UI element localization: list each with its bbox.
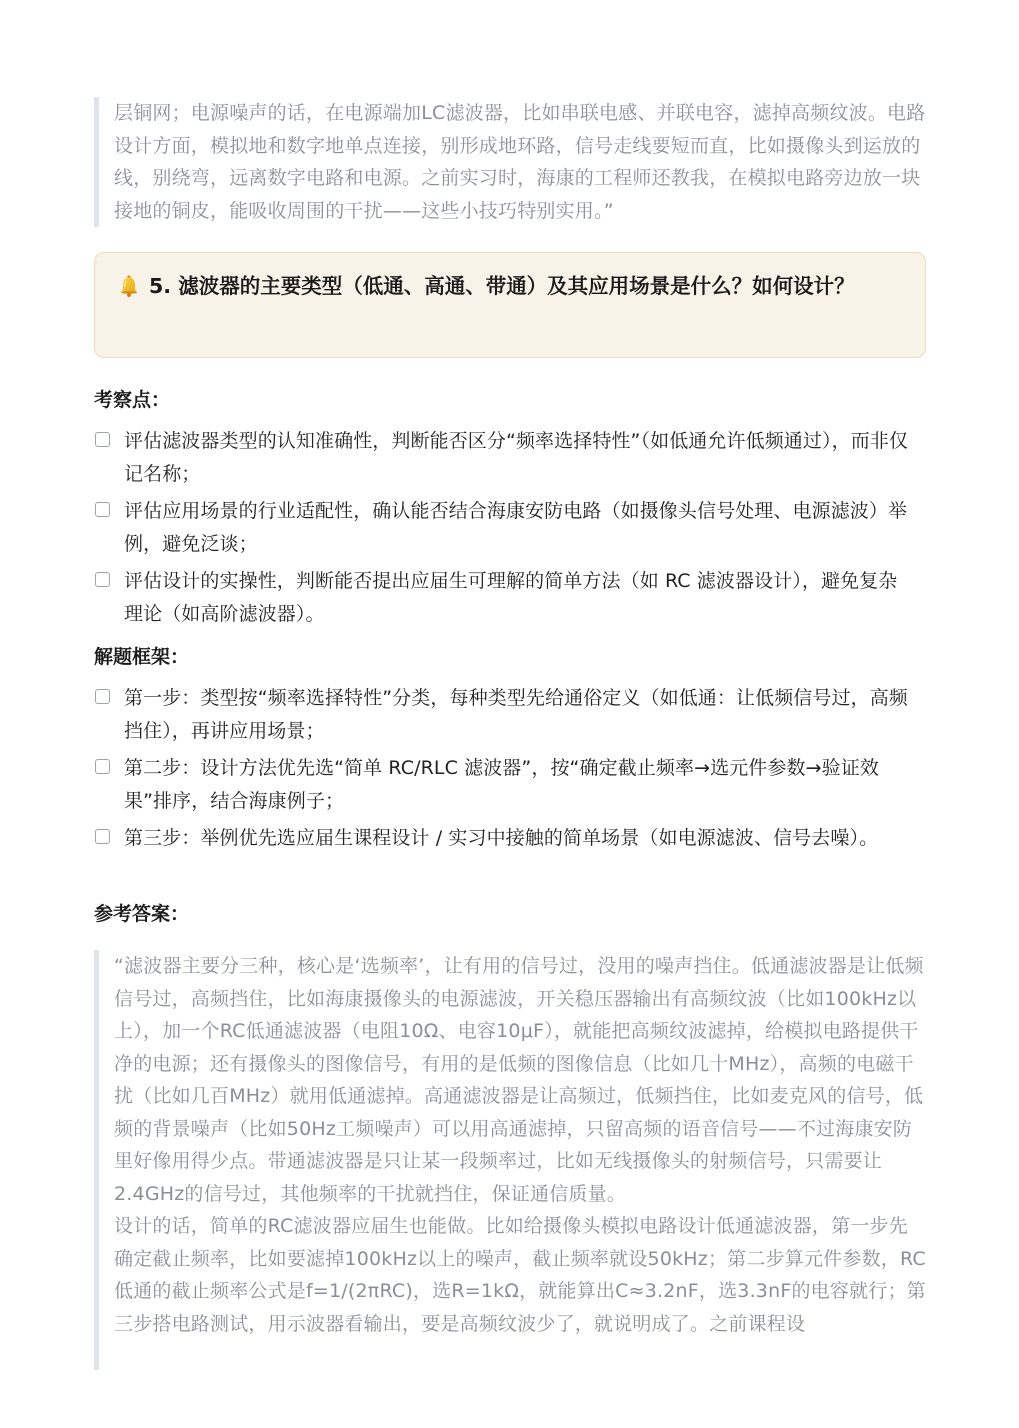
assessment-item [94,565,926,630]
framework-item [94,682,926,747]
framework-list [94,682,926,860]
question-title: 5. 滤波器的主要类型（低通、高通、带通）及其应用场景是什么？如何设计？ [149,274,855,298]
framework-heading: 解题框架： [94,646,190,668]
quote-paragraph: 层铜网；电源噪声的话，在电源端加LC滤波器，比如串联电感、并联电容，滤掉高频纹波。电路设计方面，模拟地和数字地单点连接，别形成地环路，信号走线要短而直，比如摄像头到运放的线，别绕弯，远离数字电路和电源。之前实习时，海康的工程师还教我，在模拟电路旁边放一块接地的铜皮，能吸收周围的干扰——这些小技巧特别实用。” [114,102,926,222]
framework-item-text: 第二步：设计方法优先选“简单 RC/RLC 滤波器”，按“确定截止频率→选元件参数→验证效果”排序，结合海康例子； [124,757,879,812]
answer-heading: 参考答案： [94,903,190,925]
answer-paragraph: 设计的话，简单的RC滤波器应届生也能做。比如给摄像头模拟电路设计低通滤波器，第一步先确定截止频率，比如要滤掉100kHz以上的噪声，截止频率就设50kHz；第二步算元件参数，RC低通的截止频率公式是f=1/(2πRC)，选R=1kΩ，就能算出C≈3.2nF，选3.3nF的电容就行；第三步搭电路测试，用示波器看输出，要是高频纹波少了，就说明成了。之前课程设 [114,1215,926,1335]
checkbox[interactable] [95,572,110,587]
framework-item-text: 第一步：类型按“频率选择特性”分类，每种类型先给通俗定义（如低通：让低频信号过，高频挡住），再讲应用场景； [124,687,908,742]
assessment-heading: 考察点： [94,389,171,411]
assessment-item-text: 评估滤波器类型的认知准确性，判断能否区分“频率选择特性”（如低通允许低频通过），而非仅记名称； [124,430,908,485]
question-callout [94,252,926,358]
answer-paragraph: “滤波器主要分三种，核心是‘选频率’，让有用的信号过，没用的噪声挡住。低通滤波器是让低频信号过，高频挡住，比如海康摄像头的电源滤波，开关稳压器输出有高频纹波（比如100kHz以上），加一个RC低通滤波器（电阻10Ω、电容10μF），就能把高频纹波滤掉，给模拟电路提供干净的电源；还有摄像头的图像信号，有用的是低频的图像信息（比如几十MHz），高频的电磁干扰（比如几百MHz）就用低通滤掉。高通滤波器是让高频过，低频挡住，比如麦克风的信号，低频的背景噪声（比如50Hz工频噪声）可以用高通滤掉，只留高频的语音信号——不过海康安防里好像用得少点。带通滤波器是只让某一段频率过，比如无线摄像头的射频信号，只需要让2.4GHz的信号过，其他频率的干扰就挡住，保证通信质量。 [114,955,924,1205]
checkbox[interactable] [95,432,110,447]
checkbox[interactable] [95,759,110,774]
answer-quote-continued [94,97,926,227]
checkbox[interactable] [95,689,110,704]
assessment-item-text: 评估应用场景的行业适配性，确认能否结合海康安防电路（如摄像头信号处理、电源滤波）举例，避免泛谈； [124,500,908,555]
bell-icon [117,274,141,298]
answer-quote [94,950,926,1370]
framework-item-text: 第三步：举例优先选应届生课程设计 / 实习中接触的简单场景（如电源滤波、信号去噪）。 [124,827,879,849]
checkbox[interactable] [95,502,110,517]
assessment-item [94,495,926,560]
framework-item [94,752,926,817]
framework-item [94,822,926,855]
assessment-item [94,425,926,490]
checkbox[interactable] [95,829,110,844]
assessment-list [94,425,926,635]
assessment-item-text: 评估设计的实操性，判断能否提出应届生可理解的简单方法（如 RC 滤波器设计），避免复杂理论（如高阶滤波器）。 [124,570,898,625]
